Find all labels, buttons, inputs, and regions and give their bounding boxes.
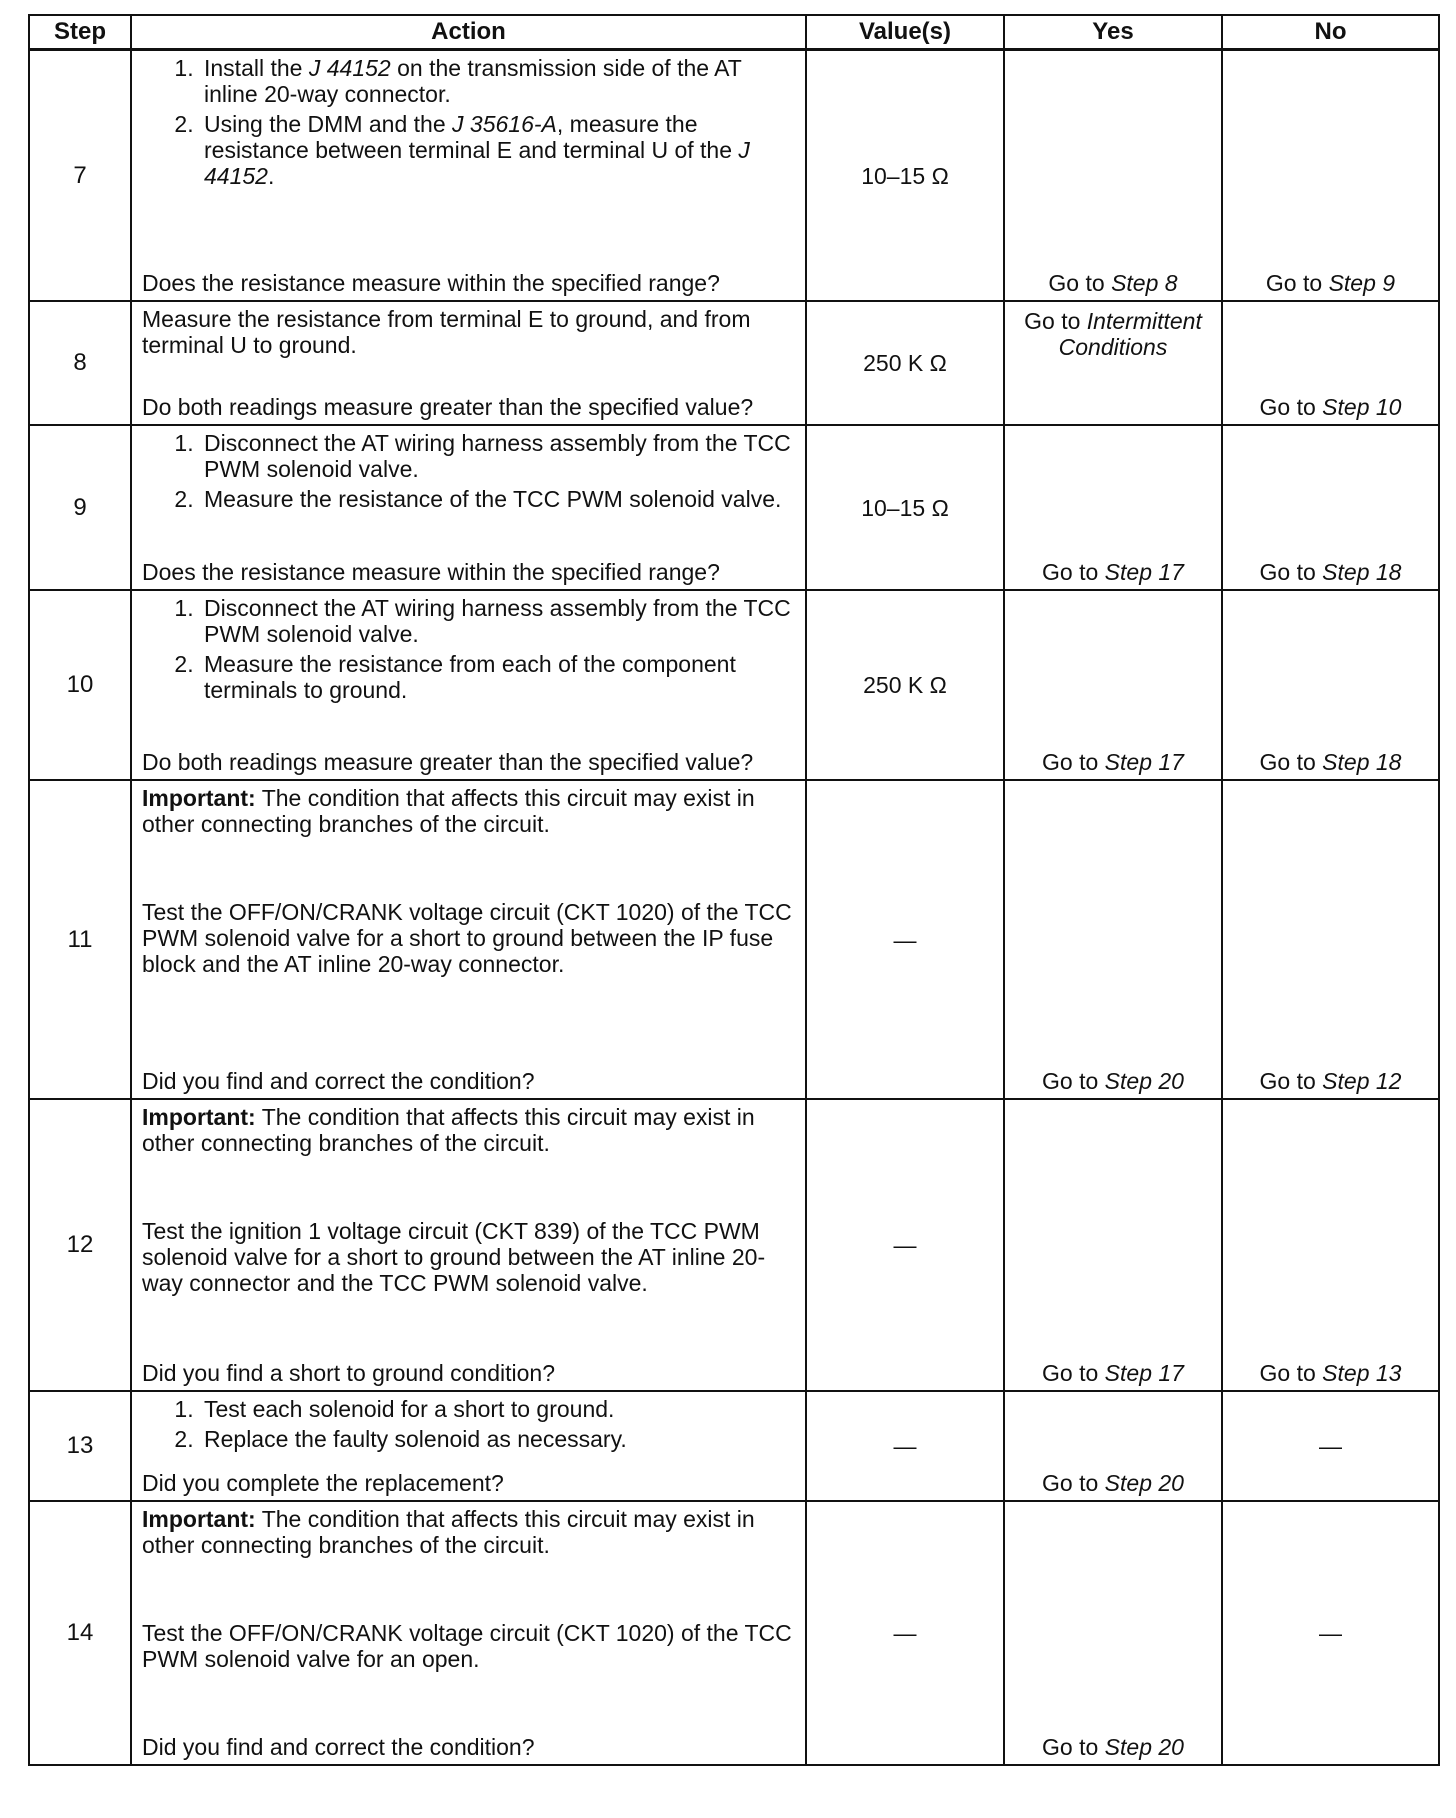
important-note: Important: The condition that affects this circuit may exist in other connecting branches of the circuit. [142,785,755,837]
action-question: Does the resistance measure within the specified range? [142,270,720,296]
no-cell: Go to Step 9 [1222,50,1439,302]
action-item: 1. Install the J 44152 on the transmission side of the AT inline 20-way connector. [200,55,797,107]
action-cell [131,425,806,590]
action-question: Does the resistance measure within the specified range? [142,559,720,585]
header-values: Value(s) [806,15,1004,50]
no-cell: Go to Step 10 [1222,301,1439,425]
action-cell [131,590,806,780]
no-cell: — [1222,1391,1439,1501]
table-row [29,50,1439,302]
action-item: 2. Measure the resistance from each of the component terminals to ground. [200,651,797,703]
header-action: Action [131,15,806,50]
action-question: Did you complete the replacement? [142,1470,504,1496]
value-cell: — [806,780,1004,1099]
header-row [29,15,1439,50]
action-cell [131,1501,806,1765]
yes-cell: Go to Step 20 [1004,780,1222,1099]
action-question: Did you find a short to ground condition? [142,1360,555,1386]
action-text: Test the OFF/ON/CRANK voltage circuit (CKT 1020) of the TCC PWM solenoid valve for a short to ground between the IP fuse block and the AT inline 20-way connector. [142,899,792,977]
action-text: Test the OFF/ON/CRANK voltage circuit (CKT 1020) of the TCC PWM solenoid valve for an open. [142,1620,792,1672]
no-cell: — [1222,1501,1439,1765]
step-number: 11 [29,780,131,1099]
step-number: 14 [29,1501,131,1765]
table-row [29,590,1439,780]
action-question: Did you find and correct the condition? [142,1734,535,1760]
no-cell: Go to Step 18 [1222,590,1439,780]
no-cell: Go to Step 12 [1222,780,1439,1099]
step-number: 13 [29,1391,131,1501]
step-number: 12 [29,1099,131,1391]
value-cell: 10–15 Ω [806,425,1004,590]
value-cell: 10–15 Ω [806,50,1004,302]
important-note: Important: The condition that affects this circuit may exist in other connecting branches of the circuit. [142,1104,755,1156]
action-cell [131,301,806,425]
value-cell: 250 K Ω [806,301,1004,425]
table-row [29,780,1439,1099]
action-item: 2. Using the DMM and the J 35616-A, measure the resistance between terminal E and terminal U of the J 44152. [200,111,797,189]
yes-cell: Go to Step 20 [1004,1391,1222,1501]
value-cell: — [806,1391,1004,1501]
action-cell [131,1099,806,1391]
action-cell [131,50,806,302]
no-cell: Go to Step 13 [1222,1099,1439,1391]
step-number: 9 [29,425,131,590]
header-no: No [1222,15,1439,50]
action-text: Test the ignition 1 voltage circuit (CKT 839) of the TCC PWM solenoid valve for a short to ground between the AT inline 20-way connector and the TCC PWM solenoid valve. [142,1218,766,1296]
header-yes: Yes [1004,15,1222,50]
table-row [29,1099,1439,1391]
no-cell: Go to Step 18 [1222,425,1439,590]
value-cell: — [806,1501,1004,1765]
action-question: Do both readings measure greater than the specified value? [142,394,754,420]
value-cell: — [806,1099,1004,1391]
action-item: 1. Disconnect the AT wiring harness assembly from the TCC PWM solenoid valve. [200,430,797,482]
table-row [29,425,1439,590]
action-item: 1. Disconnect the AT wiring harness assembly from the TCC PWM solenoid valve. [200,595,797,647]
action-cell [131,1391,806,1501]
step-number: 7 [29,50,131,302]
action-cell [131,780,806,1099]
action-question: Did you find and correct the condition? [142,1068,535,1094]
action-question: Do both readings measure greater than the specified value? [142,749,754,775]
yes-cell: Go to Step 17 [1004,1099,1222,1391]
table-row [29,1391,1439,1501]
step-number: 8 [29,301,131,425]
important-note: Important: The condition that affects this circuit may exist in other connecting branches of the circuit. [142,1506,755,1558]
table-row [29,301,1439,425]
action-item: 2. Measure the resistance of the TCC PWM solenoid valve. [200,486,797,512]
yes-cell: Go to Step 17 [1004,425,1222,590]
value-cell: 250 K Ω [806,590,1004,780]
action-text: Measure the resistance from terminal E to ground, and from terminal U to ground. [142,306,751,358]
yes-cell: Go to Step 20 [1004,1501,1222,1765]
action-item: 1. Test each solenoid for a short to ground. [200,1396,797,1422]
action-item: 2. Replace the faulty solenoid as necessary. [200,1426,797,1452]
diagnostic-table [28,14,1440,1766]
yes-cell: Go to Step 8 [1004,50,1222,302]
table-row [29,1501,1439,1765]
yes-cell: Go to Intermittent Conditions [1004,301,1222,425]
step-number: 10 [29,590,131,780]
header-step: Step [29,15,131,50]
yes-cell: Go to Step 17 [1004,590,1222,780]
